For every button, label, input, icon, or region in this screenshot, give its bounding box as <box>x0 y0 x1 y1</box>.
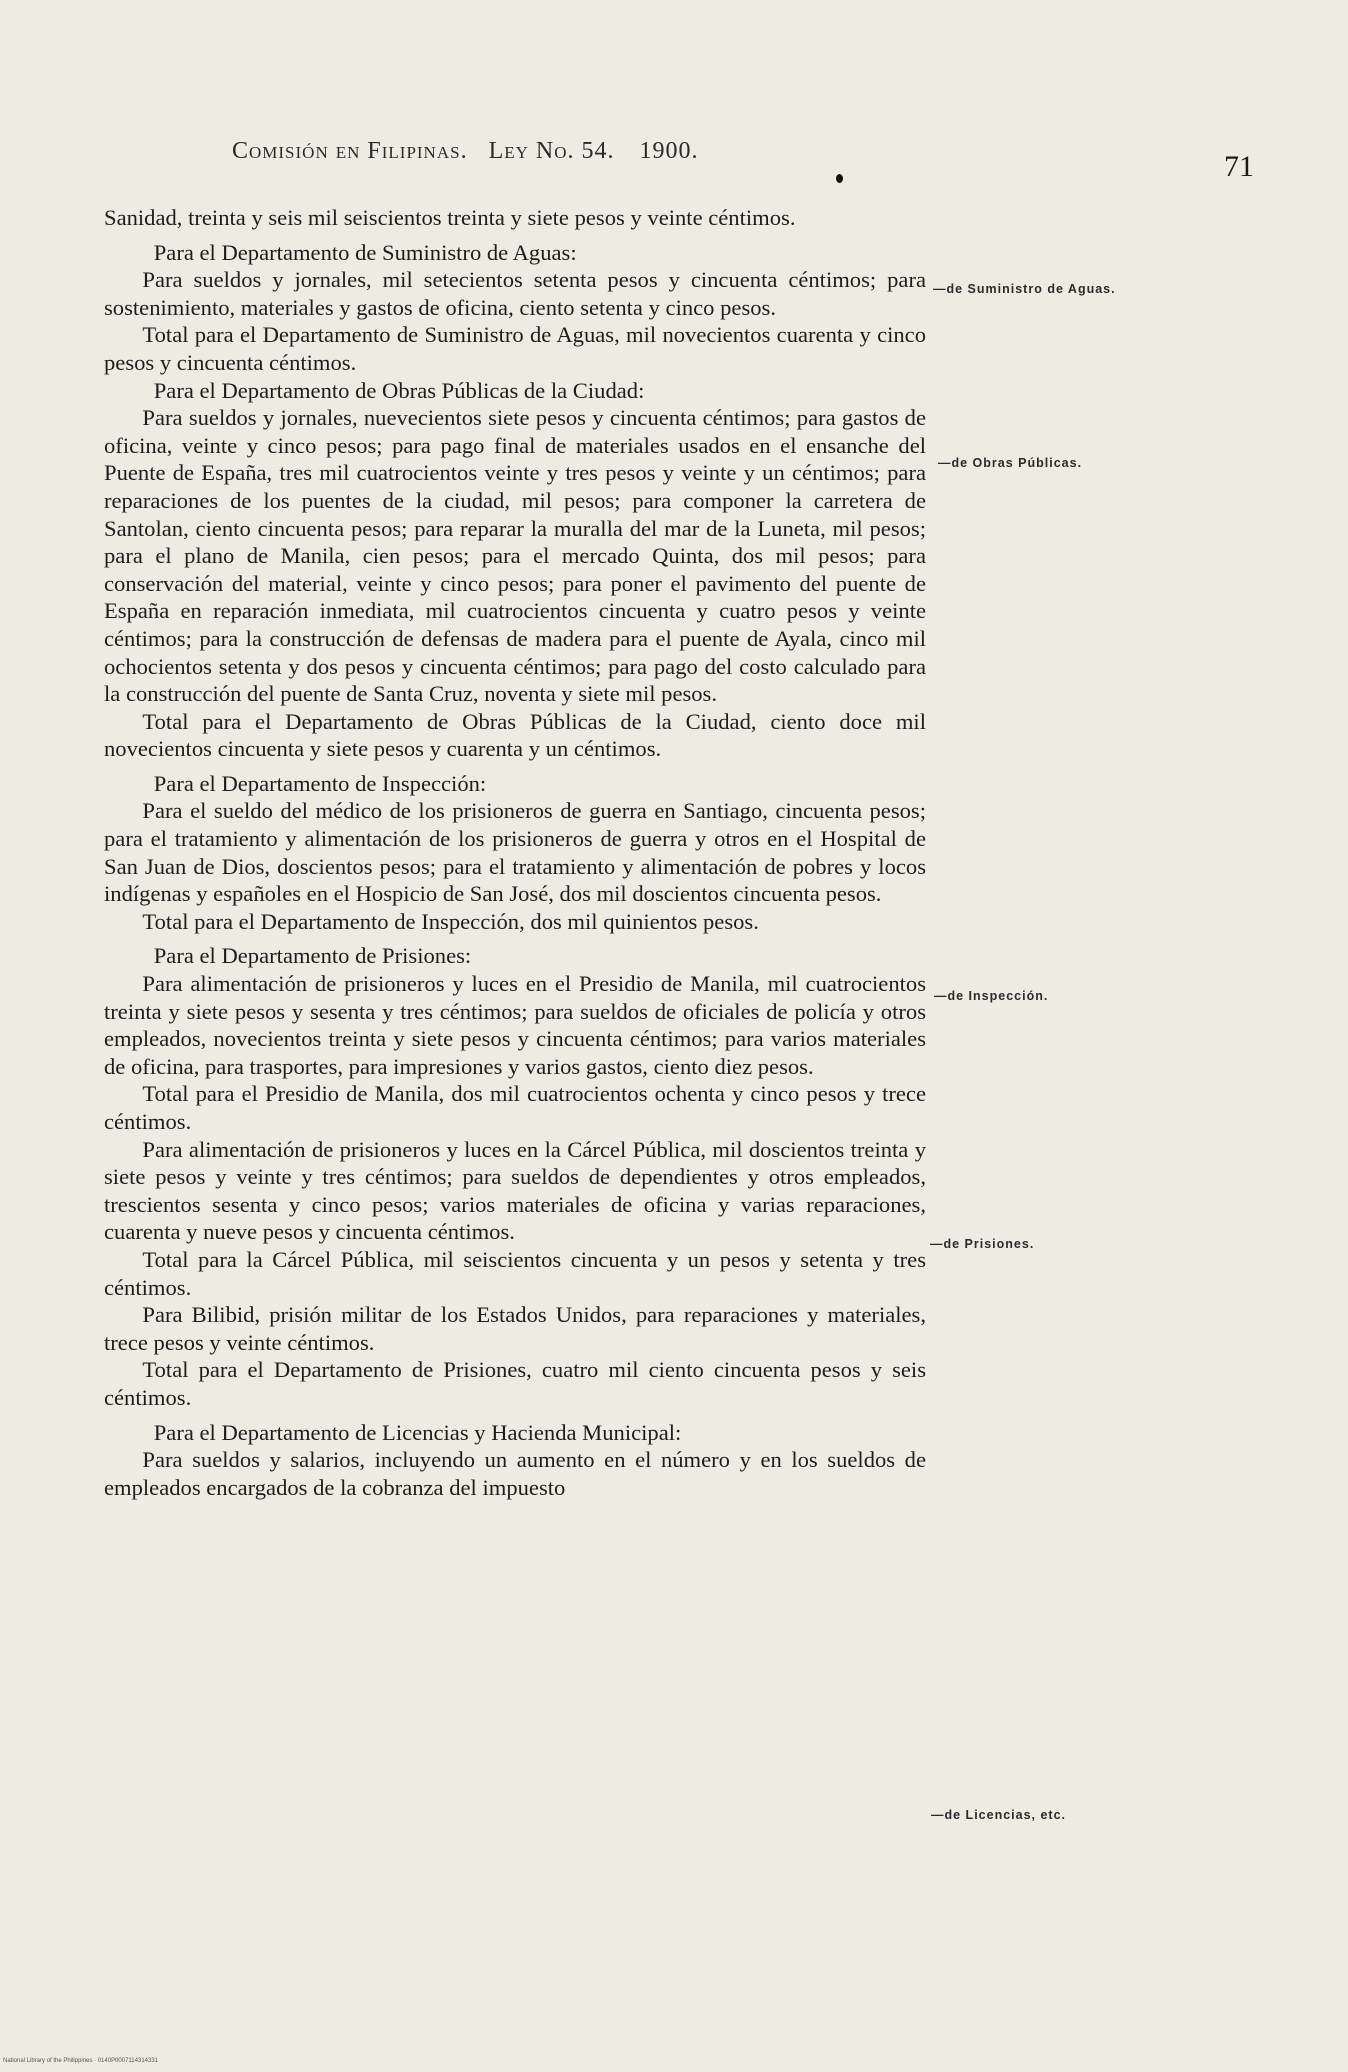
page-number: 71 <box>1224 150 1254 183</box>
margin-note-licencias: —de Licencias, etc. <box>931 1808 1067 1822</box>
section-heading-obras: Para el Departamento de Obras Públicas de la Ciudad: <box>153 377 645 403</box>
section-heading-inspeccion: Para el Departamento de Inspección: <box>153 770 487 796</box>
body-text <box>104 204 926 1501</box>
scan-watermark: National Library of the Philippines · 0140P0007114314331 <box>3 2058 159 2064</box>
section-heading-prisiones: Para el Departamento de Prisiones: <box>153 943 472 969</box>
margin-note-obras: —de Obras Públicas. <box>938 456 1083 470</box>
paragraph: Total para la Cárcel Pública, mil seiscientos cincuenta y un pesos y setenta y tres céntimos. <box>104 1246 926 1300</box>
header-year: 1900. <box>639 138 699 164</box>
ink-spot <box>836 174 843 183</box>
running-header <box>232 138 699 165</box>
section-heading-licencias: Para el Departamento de Licencias y Hacienda Municipal: <box>153 1419 682 1445</box>
paragraph: Para alimentación de prisioneros y luces en el Presidio de Manila, mil cuatrocientos treinta y siete pesos y sesenta y tres céntimos; para sueldos de oficiales de policía y otros empleados, novecientos treinta y siete pesos y cincuenta céntimos; para varios materiales de oficina, para trasportes, para impresiones y varios gastos, ciento diez pesos. <box>104 971 926 1079</box>
paragraph: Para sueldos y jornales, mil setecientos setenta pesos y cincuenta céntimos; para sostenimiento, materiales y gastos de oficina, ciento setenta y cinco pesos. <box>104 267 926 320</box>
margin-note-prisiones: —de Prisiones. <box>930 1237 1035 1251</box>
paragraph: Para sueldos y salarios, incluyendo un aumento en el número y en los sueldos de empleados encargados de la cobranza del impuesto <box>104 1447 926 1500</box>
paragraph: Sanidad, treinta y seis mil seiscientos treinta y siete pesos y veinte céntimos. <box>104 205 796 230</box>
paragraph: Para Bilibid, prisión militar de los Estados Unidos, para reparaciones y materiales, trece pesos y veinte céntimos. <box>104 1302 926 1355</box>
paragraph: Total para el Departamento de Suministro de Aguas, mil novecientos cuarenta y cinco pesos y cincuenta céntimos. <box>104 322 926 375</box>
paragraph: Para alimentación de prisioneros y luces en la Cárcel Pública, mil doscientos treinta y siete pesos y veinte y tres céntimos; para sueldos de dependientes y otros empleados, trescientos sesenta y cinco pesos; varios materiales de oficina y varias reparaciones, cuarenta y nueve pesos y cincuenta céntimos. <box>104 1136 926 1245</box>
paragraph: Para el sueldo del médico de los prisioneros de guerra en Santiago, cincuenta pesos; para el tratamiento y alimentación de los prisioneros de guerra y otros en el Hospital de San Juan de Dios, doscientos pesos; para el tratamiento y alimentación de pobres y locos indígenas y españoles en el Hospicio de San José, dos mil doscientos cincuenta pesos. <box>104 798 926 907</box>
section-heading-aguas: Para el Departamento de Suministro de Aguas: <box>153 239 577 265</box>
margin-note-inspeccion: —de Inspección. <box>934 989 1049 1003</box>
paragraph: Total para el Presidio de Manila, dos mil cuatrocientos ochenta y cinco pesos y trece céntimos. <box>104 1081 926 1134</box>
margin-note-aguas: —de Suministro de Aguas. <box>933 282 1116 296</box>
header-law: Ley No. 54. <box>488 138 615 164</box>
paragraph: Total para el Departamento de Prisiones, cuatro mil ciento cincuenta pesos y seis céntimos. <box>104 1357 926 1410</box>
paragraph: Total para el Departamento de Obras Públicas de la Ciudad, ciento doce mil novecientos cincuenta y siete pesos y cuarenta y un céntimos. <box>104 708 926 762</box>
paragraph: Para sueldos y jornales, nuevecientos siete pesos y cincuenta céntimos; para gastos de oficina, veinte y cinco pesos; para pago final de materiales usados en el ensanche del Puente de España, tres mil cuatrocientos veinte y tres pesos y veinte y un céntimos; para reparaciones de los puentes de la ciudad, mil pesos; para componer la carretera de Santolan, ciento cincuenta pesos; para reparar la muralla del mar de la Luneta, mil pesos; para el plano de Manila, cien pesos; para el mercado Quinta, dos mil pesos; para conservación del material, veinte y cinco pesos; para poner el pavimento del puente de España en reparación inmediata, mil cuatrocientos cincuenta y cuatro pesos y veinte céntimos; para la construcción de defensas de madera para el puente de Ayala, cinco mil ochocientos setenta y dos pesos y cincuenta céntimos; para pago del costo calculado para la construcción del puente de Santa Cruz, noventa y siete mil pesos. <box>104 405 926 707</box>
paragraph: Total para el Departamento de Inspección, dos mil quinientos pesos. <box>142 908 759 934</box>
header-commission: Comisión en Filipinas. <box>232 138 468 164</box>
